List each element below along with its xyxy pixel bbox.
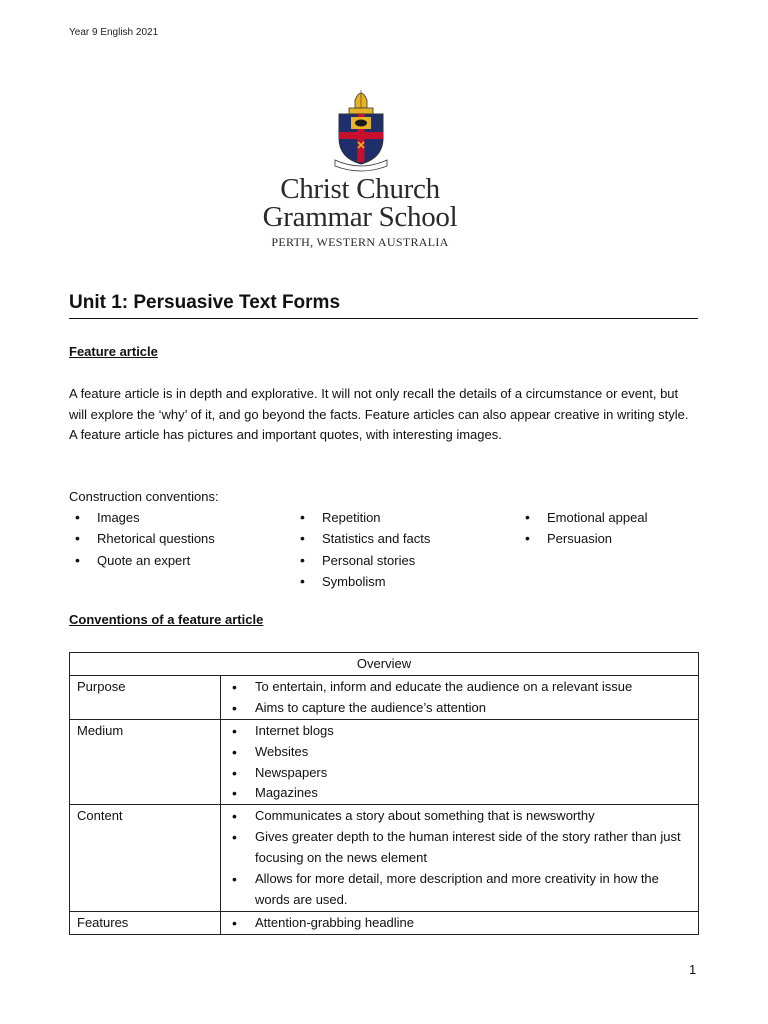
list-item: • Personal stories xyxy=(294,550,430,571)
list-item: • Images xyxy=(69,507,215,528)
row-label: Content xyxy=(70,805,221,912)
list-item: • Magazines xyxy=(228,783,691,804)
page-number: 1 xyxy=(689,962,697,977)
table-row xyxy=(70,719,699,805)
unit-title: Unit 1: Persuasive Text Forms xyxy=(69,292,341,313)
feature-article-heading: Feature article xyxy=(69,344,158,359)
table-header-cell: Overview xyxy=(70,653,699,676)
list-item: • Websites xyxy=(228,742,691,763)
school-crest-logo xyxy=(333,86,389,172)
row-content xyxy=(221,805,699,912)
conventions-heading: Conventions of a feature article xyxy=(69,612,264,627)
table-row xyxy=(70,805,699,912)
list-item: • Gives greater depth to the human interest side of the story rather than just focusing on the news element xyxy=(228,827,691,869)
school-location: PERTH, WESTERN AUSTRALIA xyxy=(271,235,449,249)
list-item: • Communicates a story about something that is newsworthy xyxy=(228,806,691,827)
list-item: • Quote an expert xyxy=(69,550,215,571)
intro-paragraph: A feature article is in depth and explorative. It will not only recall the details of a circumstance or event, but will explore the ‘why’ of it, and go beyond the facts. Feature articles can also appear creative in writing style. A feature article has pictures and important quotes, with interesting images. xyxy=(69,386,689,443)
row-content xyxy=(221,719,699,805)
list-item: • Emotional appeal xyxy=(519,507,647,528)
list-item: • Repetition xyxy=(294,507,430,528)
row-label: Purpose xyxy=(70,675,221,719)
running-header: Year 9 English 2021 xyxy=(69,27,159,38)
row-content xyxy=(221,911,699,934)
school-wordmark xyxy=(240,175,480,250)
row-content xyxy=(221,675,699,719)
row-label: Medium xyxy=(70,719,221,805)
conventions-column-3 xyxy=(519,507,647,550)
list-item: • Persuasion xyxy=(519,528,647,549)
list-item: • Statistics and facts xyxy=(294,528,430,549)
overview-table xyxy=(69,652,699,935)
list-item: • Symbolism xyxy=(294,571,430,592)
list-item: • Attention-grabbing headline xyxy=(228,913,691,934)
list-item: • Newspapers xyxy=(228,763,691,784)
list-item: • Internet blogs xyxy=(228,721,691,742)
conventions-column-2 xyxy=(294,507,430,592)
table-row xyxy=(70,675,699,719)
list-item: • To entertain, inform and educate the audience on a relevant issue xyxy=(228,677,691,698)
school-name-line2: Grammar School xyxy=(262,201,458,233)
row-label: Features xyxy=(70,911,221,934)
table-row xyxy=(70,911,699,934)
list-item: • Rhetorical questions xyxy=(69,528,215,549)
school-name-line1: Christ Church xyxy=(280,173,440,205)
list-item: • Allows for more detail, more description and more creativity in how the words are used. xyxy=(228,869,691,911)
table-header-row xyxy=(70,653,699,676)
construction-label: Construction conventions: xyxy=(69,489,219,504)
title-rule xyxy=(69,318,698,319)
list-item: • Aims to capture the audience’s attention xyxy=(228,698,691,719)
conventions-column-1 xyxy=(69,507,215,571)
